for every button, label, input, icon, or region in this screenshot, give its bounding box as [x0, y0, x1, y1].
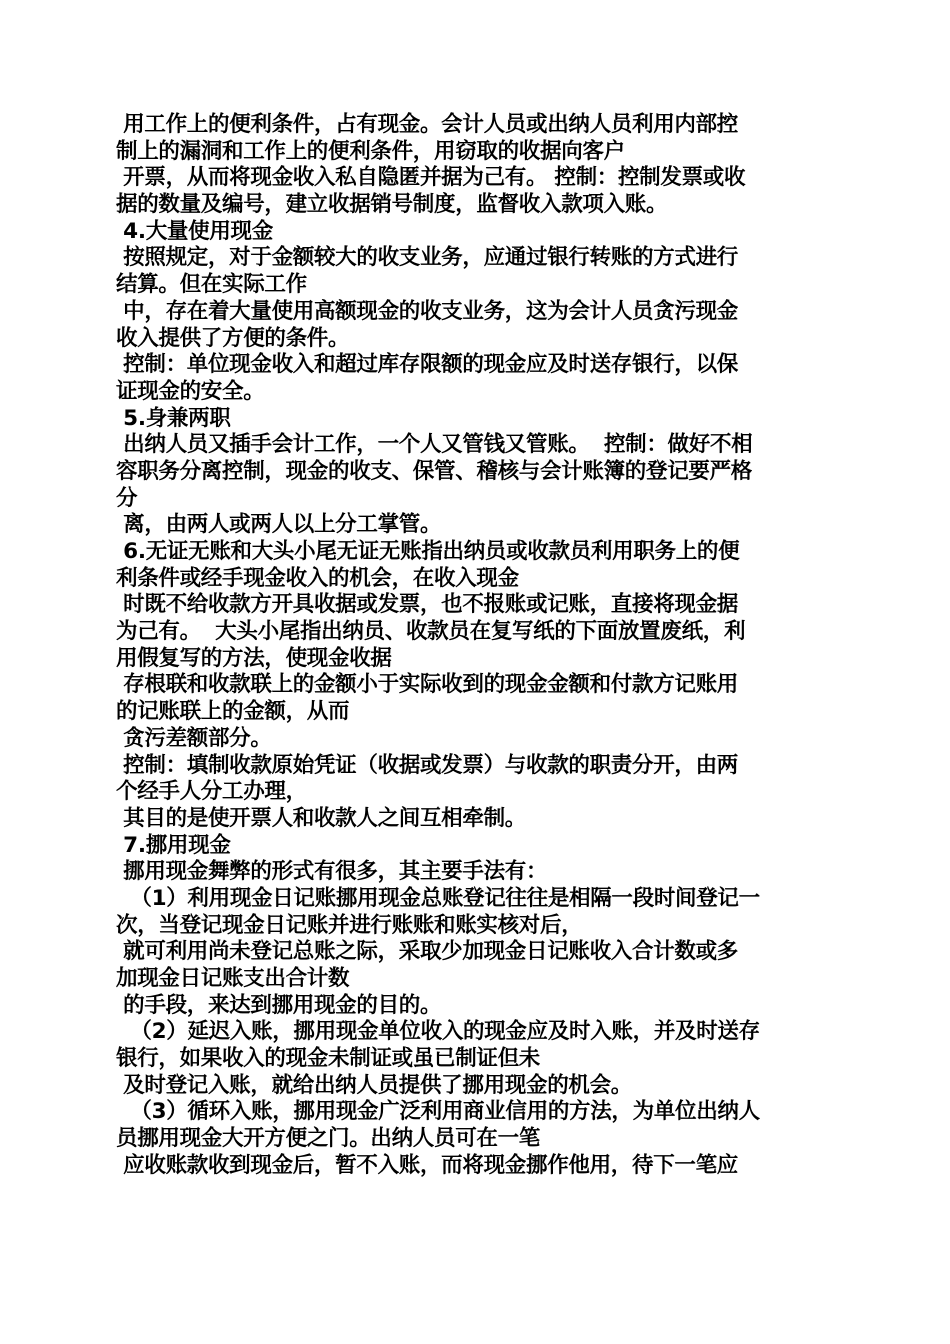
text-line: 其目的是使开票人和收款人之间互相牵制。	[116, 805, 526, 831]
text-line: 证现金的安全。	[116, 378, 265, 404]
text-line: 时既不给收款方开具收据或发票，也不报账或记账，直接将现金据	[116, 592, 738, 618]
text-line: 的记账联上的金额，从而	[116, 699, 350, 725]
section-heading: 4.大量使用现金	[116, 218, 273, 244]
section-heading: 7.挪用现金	[116, 832, 231, 858]
text-line: 控制：填制收款原始凭证（收据或发票）与收款的职责分开，由两	[116, 752, 738, 778]
text-line: 离，由两人或两人以上分工掌管。	[116, 512, 442, 538]
text-line: 员挪用现金大开方便之门。出纳人员可在一笔	[116, 1126, 541, 1152]
text-line: 存根联和收款联上的金额小于实际收到的现金金额和付款方记账用	[116, 672, 738, 698]
text-line: 据的数量及编号，建立收据销号制度，监督收入款项入账。	[116, 192, 668, 218]
text-line: 个经手人分工办理，	[116, 779, 307, 805]
section-heading: 5.身兼两职	[116, 405, 231, 431]
text-line: 次，当登记现金日记账并进行账账和账实核对后，	[116, 912, 583, 938]
text-line: 加现金日记账支出合计数	[116, 966, 350, 991]
text-line: 收入提供了方便的条件。	[116, 325, 350, 351]
section-heading: 6.无证无账和大头小尾无证无账指出纳员或收款员利用职务上的便	[116, 539, 740, 564]
text-line: 挪用现金舞弊的形式有很多，其主要手法有：	[116, 859, 548, 885]
text-line: 制上的漏洞和工作上的便利条件，用窃取的收据向客户	[116, 138, 625, 164]
text-line: 应收账款收到现金后，暂不入账，而将现金挪作他用，待下一笔应	[116, 1152, 738, 1178]
text-line: 中，存在着大量使用高额现金的收支业务，这为会计人员贪污现金	[116, 298, 738, 324]
document-body	[116, 112, 842, 1180]
list-item: （2）延迟入账，挪用现金单位收入的现金应及时入账，并及时送存	[116, 1019, 760, 1045]
text-line: 银行，如果收入的现金未制证或虽已制证但未	[116, 1046, 541, 1072]
list-item: （1）利用现金日记账挪用现金总账登记往往是相隔一段时间登记一	[116, 885, 760, 911]
text-line: 及时登记入账，就给出纳人员提供了挪用现金的机会。	[116, 1072, 632, 1098]
text-line: 开票，从而将现金收入私自隐匿并据为己有。 控制：控制发票或收	[116, 165, 746, 191]
list-item: （3）循环入账，挪用现金广泛利用商业信用的方法，为单位出纳人	[116, 1099, 760, 1125]
text-line: 容职务分离控制，现金的收支、保管、稽核与会计账簿的登记要严格	[116, 458, 753, 484]
text-line: 为己有。 大头小尾指出纳员、收款员在复写纸的下面放置废纸，利	[116, 619, 746, 645]
text-line: 结算。但在实际工作	[116, 272, 307, 298]
text-line: 分	[116, 485, 138, 511]
text-line: 控制：单位现金收入和超过库存限额的现金应及时送存银行，以保	[116, 352, 738, 378]
text-line: 用工作上的便利条件，占有现金。会计人员或出纳人员利用内部控	[116, 112, 738, 137]
text-line: 按照规定，对于金额较大的收支业务，应通过银行转账的方式进行	[116, 245, 738, 271]
text-line: 利条件或经手现金收入的机会，在收入现金	[116, 565, 519, 591]
text-line: 就可利用尚未登记总账之际，采取少加现金日记账收入合计数或多	[116, 939, 738, 965]
text-line: 用假复写的方法，使现金收据	[116, 645, 392, 671]
text-line: 出纳人员又插手会计工作，一个人又管钱又管账。 控制：做好不相	[116, 432, 753, 458]
text-line: 贪污差额部分。	[116, 725, 272, 751]
text-line: 的手段，来达到挪用现金的目的。	[116, 992, 442, 1018]
